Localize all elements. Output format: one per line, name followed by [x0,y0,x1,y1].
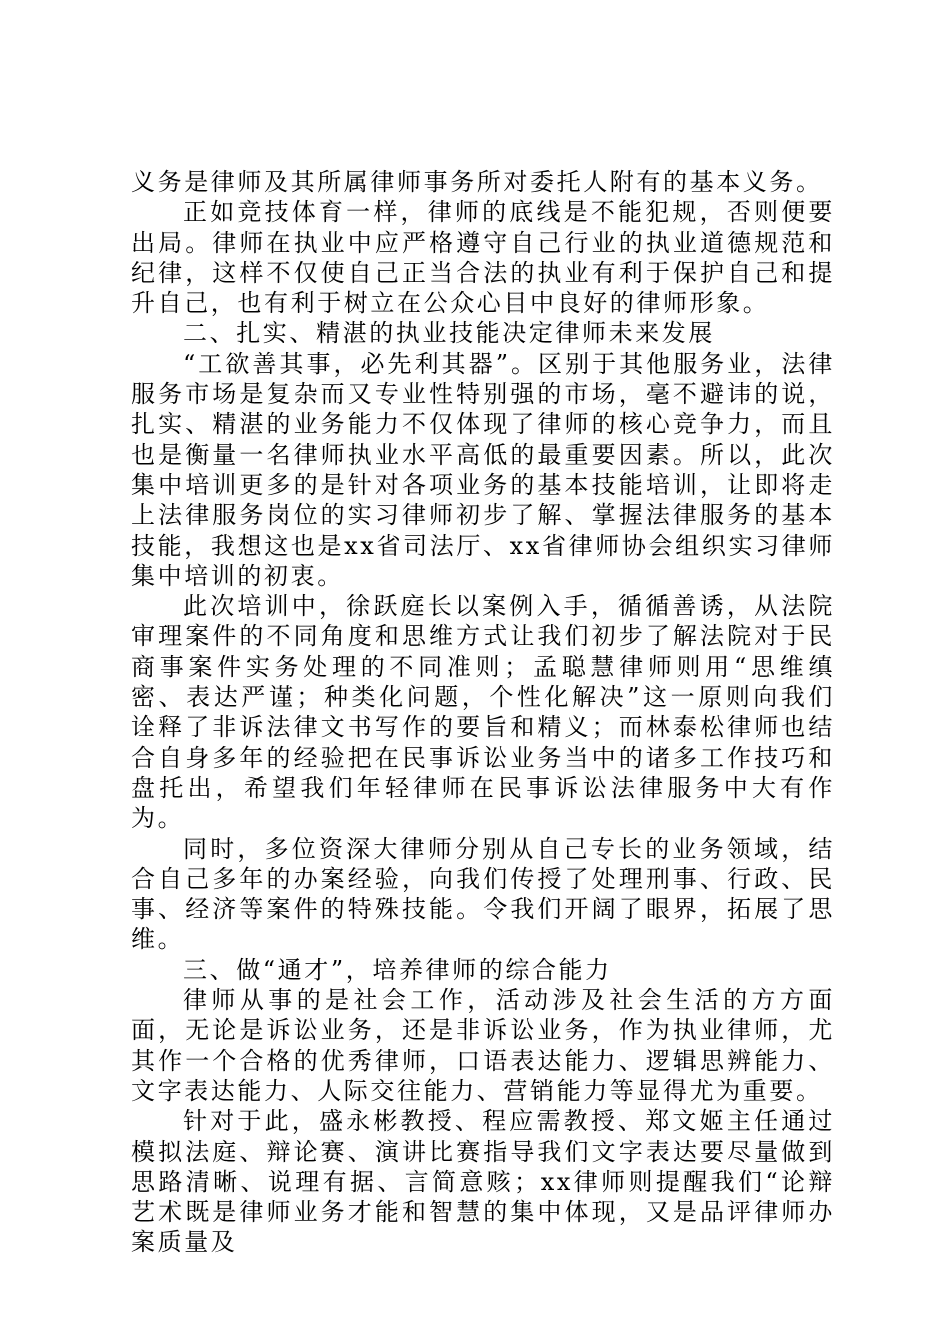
section-heading-3: 三、做“通才”，培养律师的综合能力 [183,955,612,984]
paragraph-3: “工欲善其事，必先利其器”。区别于其他服务业，法律服务市场是复杂而又专业性特别强的市场，毫不避讳的说，扎实、精湛的业务能力不仅体现了律师的核心竞争力，而且也是衡量一名律师执业水平高低的最重要因素。所以，此次集中培训更多的是针对各项业务的基本技能培训，让即将走上法律服务岗位的实习律师初步了解、掌握法律服务的基本技能，我想这也是xx省司法厅、xx省律师协会组织实习律师集中培训的初衷。 [131,349,835,590]
section-heading-2: 二、扎实、精湛的执业技能决定律师未来发展 [183,319,715,348]
paragraph-2: 正如竞技体育一样，律师的底线是不能犯规，否则便要出局。律师在执业中应严格遵守自己行业的执业道德规范和纪律，这样不仅使自己正当合法的执业有利于保护自己和提升自己，也有利于树立在公众心目中良好的律师形象。 [131,198,835,318]
document-page [131,167,835,1258]
paragraph-4: 此次培训中，徐跃庭长以案例入手，循循善诱，从法院审理案件的不同角度和思维方式让我们初步了解法院对于民商事案件实务处理的不同准则；孟聪慧律师则用“思维缜密、表达严谨；种类化问题，个性化解决”这一原则向我们诠释了非诉法律文书写作的要旨和精义；而林泰松律师也结合自身多年的经验把在民事诉讼业务当中的诸多工作技巧和盘托出，希望我们年轻律师在民事诉讼法律服务中大有作为。 [131,592,835,833]
paragraph-6: 律师从事的是社会工作，活动涉及社会生活的方方面面，无论是诉讼业务，还是非诉讼业务，作为执业律师，尤其作一个合格的优秀律师，口语表达能力、逻辑思辨能力、文字表达能力、人际交往能力、营销能力等显得尤为重要。 [131,986,835,1105]
paragraph-7: 针对于此，盛永彬教授、程应需教授、郑文姬主任通过模拟法庭、辩论赛、演讲比赛指导我们文字表达要尽量做到思路清晰、说理有据、言简意赅；xx律师则提醒我们“论辩艺术既是律师业务才能和智慧的集中体现，又是品评律师办案质量及 [131,1107,835,1257]
paragraph-1: 义务是律师及其所属律师事务所对委托人附有的基本义务。 [131,168,823,196]
paragraph-5: 同时，多位资深大律师分别从自己专长的业务领域，结合自己多年的办案经验，向我们传授了处理刑事、行政、民事、经济等案件的特殊技能。令我们开阔了眼界，拓展了思维。 [131,834,835,954]
